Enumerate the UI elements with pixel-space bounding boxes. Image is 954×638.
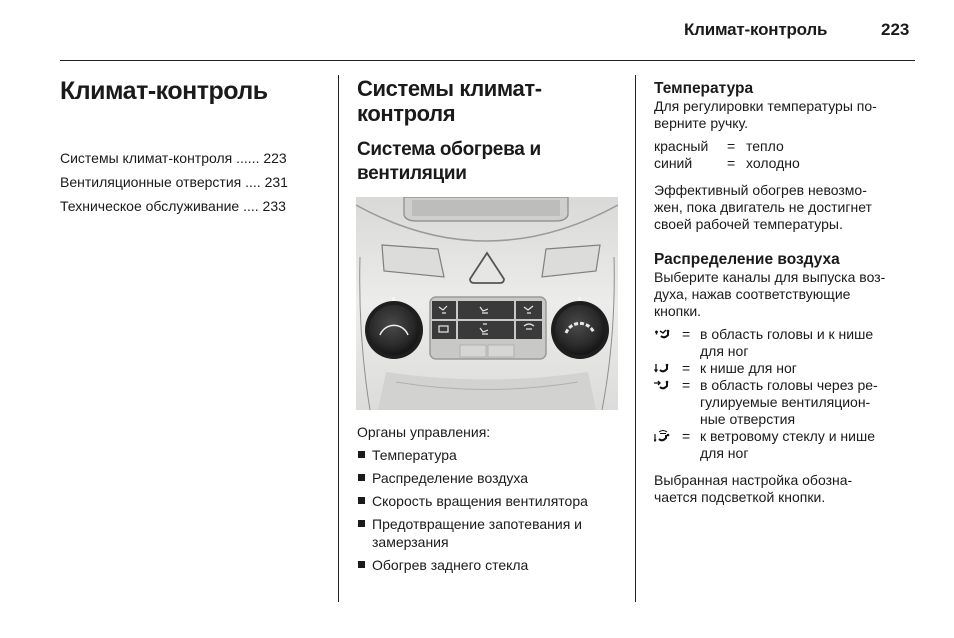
feet-icon bbox=[654, 362, 672, 375]
running-header-title: Климат-контроль bbox=[684, 20, 828, 39]
list-item: Обогрев заднего стекла bbox=[357, 556, 627, 574]
air-mode-row: = в область головы и к нише для ног bbox=[654, 326, 919, 360]
air-mode-row: = к нише для ног bbox=[654, 360, 919, 377]
middle-column bbox=[357, 76, 622, 186]
chapter-title: Климат-контроль bbox=[60, 77, 268, 105]
windshield-and-feet-icon bbox=[654, 430, 672, 443]
head-and-feet-icon bbox=[654, 328, 672, 341]
page-number: 223 bbox=[881, 20, 910, 39]
temperature-heading: Температура bbox=[654, 80, 754, 97]
subsection-title-line2: вентиляции bbox=[357, 163, 467, 184]
bullet-square-icon bbox=[358, 474, 365, 481]
temperature-note: Эффективный обогрев невозмо- жен, пока двигатель не достигнет своей рабочей температуры. bbox=[654, 182, 872, 232]
temperature-text: Для регулировки температуры по- верните ручку. bbox=[654, 98, 877, 131]
toc-page: 231 bbox=[264, 174, 288, 190]
toc-entry-label: Вентиляционные отверстия bbox=[60, 174, 242, 190]
section-title bbox=[357, 76, 622, 126]
subsection-title bbox=[357, 138, 622, 186]
bullet-square-icon bbox=[358, 520, 365, 527]
toc-entry-label: Техническое обслуживание bbox=[60, 198, 240, 214]
column-divider-right bbox=[635, 75, 636, 602]
toc-page: 233 bbox=[262, 198, 286, 214]
air-mode-row: = в область головы через ре- гулируемые вентиляцион- ные отверстия bbox=[654, 377, 919, 428]
air-distribution-heading: Распределение воздуха bbox=[654, 251, 840, 268]
column-divider-left bbox=[338, 75, 339, 602]
controls-list bbox=[357, 446, 627, 579]
legend-row: красный = тепло bbox=[654, 138, 784, 154]
air-distribution-footer: Выбранная настройка обозна- чается подсветкой кнопки. bbox=[654, 472, 853, 505]
toc-leader: .... bbox=[241, 174, 261, 190]
toc-entry[interactable] bbox=[60, 174, 322, 198]
temperature-legend bbox=[654, 138, 919, 172]
list-item: Скорость вращения вентилятора bbox=[357, 492, 627, 510]
toc-page: 223 bbox=[263, 150, 287, 166]
climate-panel-photo bbox=[356, 197, 618, 410]
bullet-square-icon bbox=[358, 497, 365, 504]
bullet-square-icon bbox=[358, 451, 365, 458]
air-mode-row: = к ветровому стеклу и нише для ног bbox=[654, 428, 919, 462]
air-distribution-text: Выберите каналы для выпуска воз- духа, нажав соответствующие кнопки. bbox=[654, 269, 886, 319]
toc-leader: .... bbox=[239, 198, 259, 214]
list-item: Температура bbox=[357, 446, 627, 464]
legend-row: синий = холодно bbox=[654, 155, 800, 171]
table-of-contents bbox=[60, 150, 322, 222]
subsection-title-line1: Система обогрева и bbox=[357, 139, 541, 160]
section-title-line2: контроля bbox=[357, 101, 456, 126]
air-modes-list bbox=[654, 326, 919, 462]
toc-leader: ...... bbox=[232, 150, 260, 166]
section-title-line1: Системы климат- bbox=[357, 76, 542, 101]
controls-label: Органы управления: bbox=[357, 424, 491, 440]
toc-entry[interactable] bbox=[60, 150, 322, 174]
running-header bbox=[0, 20, 954, 44]
toc-entry-label: Системы климат-контроля bbox=[60, 150, 233, 166]
header-rule bbox=[60, 60, 915, 61]
list-item: Предотвращение запотевания и замерзания bbox=[357, 515, 627, 551]
head-icon bbox=[654, 379, 672, 392]
bullet-square-icon bbox=[358, 561, 365, 568]
toc-entry[interactable] bbox=[60, 198, 322, 222]
right-column bbox=[654, 80, 919, 506]
list-item: Распределение воздуха bbox=[357, 469, 627, 487]
